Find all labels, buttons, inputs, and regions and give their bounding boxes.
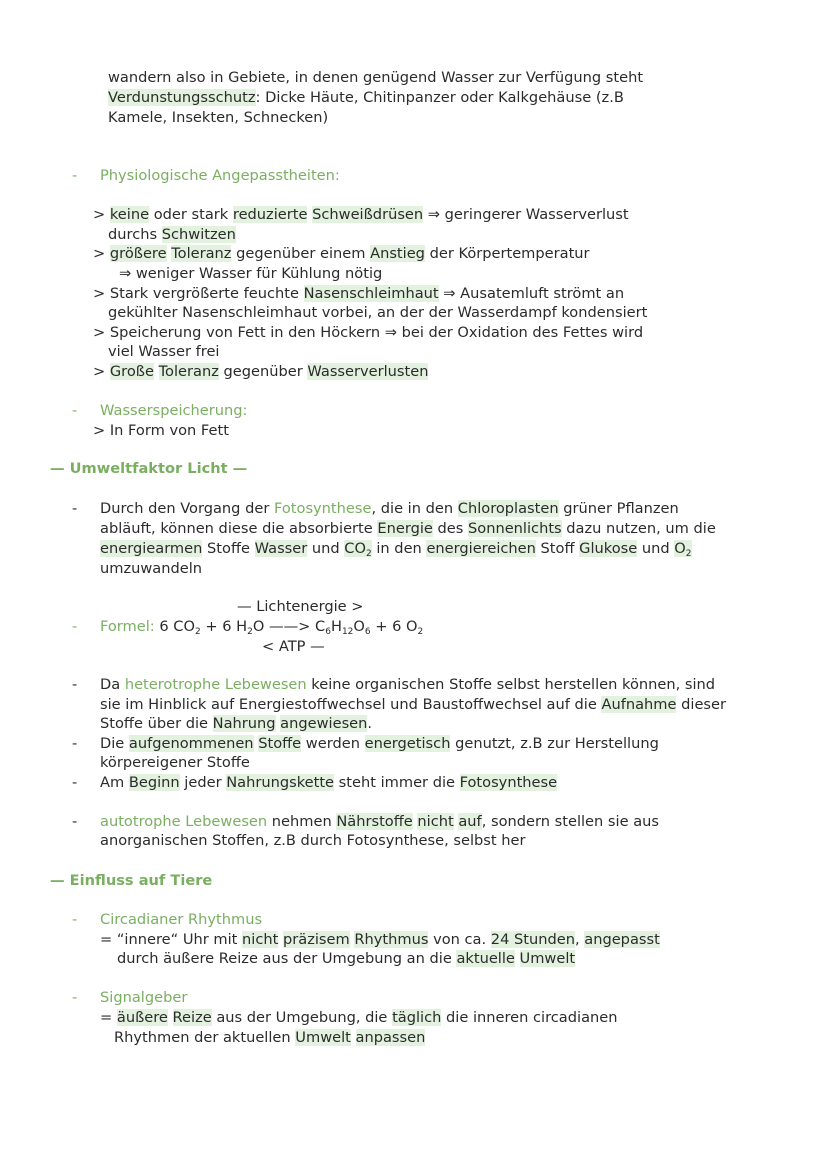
text: und — [637, 540, 675, 557]
bullet-dash: - — [72, 774, 78, 791]
highlight: Glukose — [579, 540, 638, 557]
text-line — [100, 539, 692, 559]
text — [515, 950, 520, 967]
text-line — [108, 88, 624, 108]
list-item — [93, 244, 590, 264]
text-line: anorganischen Stoffen, z.B durch Fotosynthese, selbst her — [100, 832, 526, 849]
highlight: energiereichen — [426, 540, 536, 557]
list-item — [93, 362, 428, 382]
highlight: keine — [109, 206, 150, 223]
text: des — [432, 520, 469, 537]
text: > — [93, 206, 110, 223]
highlight: Umwelt — [519, 950, 576, 967]
bullet-dash: - — [72, 402, 78, 419]
bullet-dash: - — [72, 813, 78, 830]
highlight: aktuelle — [456, 950, 515, 967]
list-item-cont — [108, 225, 236, 245]
highlight: Rhythmus — [354, 931, 429, 948]
text: > — [93, 363, 110, 380]
section-heading: — Umweltfaktor Licht — — [50, 460, 248, 477]
highlight: präzisem — [282, 931, 350, 948]
text-line — [100, 499, 679, 519]
highlight: täglich — [392, 1009, 442, 1026]
section-heading: — Einfluss auf Tiere — [50, 872, 213, 889]
subscript: 2 — [417, 627, 424, 637]
text: = — [100, 1009, 117, 1026]
subscript: 2 — [194, 627, 201, 637]
text: Die — [100, 735, 129, 752]
bullet-dash: - — [72, 167, 78, 184]
text: Stoff — [535, 540, 580, 557]
text-line — [100, 773, 557, 793]
text: : Dicke Häute, Chitinpanzer oder Kalkgehäuse (z.B — [255, 89, 624, 106]
green-term: Fotosynthese — [273, 500, 372, 517]
highlight: Nahrung — [212, 715, 276, 732]
text — [351, 1029, 356, 1046]
highlight: Anstieg — [370, 245, 425, 262]
text: der Körpertemperatur — [424, 245, 590, 262]
bullet-dash: - — [72, 676, 78, 693]
text: und — [307, 540, 345, 557]
text: Rhythmen der aktuellen — [114, 1029, 296, 1046]
formula — [100, 617, 423, 637]
text: ⇒ geringerer Wasserverlust — [423, 206, 629, 223]
text: durchs — [108, 226, 162, 243]
highlight: äußere — [116, 1009, 168, 1026]
text: keine organischen Stoffe selbst herstellen können, sind — [306, 676, 716, 693]
text: dieser — [676, 696, 727, 713]
highlight: Energie — [377, 520, 433, 537]
text: Da — [100, 676, 125, 693]
text: Am — [100, 774, 129, 791]
text: dazu nutzen, um die — [561, 520, 716, 537]
text: 6 CO — [154, 618, 195, 635]
text-line: körpereigener Stoffe — [100, 754, 250, 771]
highlight: energiearmen — [100, 540, 203, 557]
text: CO — [344, 540, 366, 557]
text: steht immer die — [334, 774, 460, 791]
text-line — [100, 812, 659, 832]
green-term: heterotrophe Lebewesen — [124, 676, 307, 693]
highlight: Schwitzen — [161, 226, 236, 243]
subheading: Physiologische Angepasstheiten: — [100, 167, 340, 184]
text-line — [100, 695, 726, 715]
highlight: Aufnahme — [601, 696, 677, 713]
text: , — [574, 931, 585, 948]
highlight: größere — [109, 245, 167, 262]
highlight: 24 Stunden — [490, 931, 575, 948]
formula-bottom: < ATP — — [262, 638, 325, 655]
highlight: nicht — [242, 931, 279, 948]
green-term: autotrophe Lebewesen — [100, 813, 268, 830]
text: > Stark vergrößerte feuchte — [93, 285, 304, 302]
highlight — [344, 540, 371, 557]
text: gegenüber einem — [231, 245, 371, 262]
text: durch äußere Reize aus der Umgebung an die — [117, 950, 457, 967]
highlight: Toleranz — [171, 245, 232, 262]
text-line — [114, 1028, 425, 1048]
text: gegenüber — [218, 363, 308, 380]
bullet-dash: - — [72, 989, 78, 1006]
list-item-cont: ⇒ weniger Wasser für Kühlung nötig — [119, 265, 383, 282]
text: Stoffe über die — [100, 715, 213, 732]
list-item: > Speicherung von Fett in den Höckern ⇒ bei der Oxidation des Fettes wird — [93, 324, 644, 341]
text: > — [93, 245, 110, 262]
highlight: Nahrungskette — [226, 774, 335, 791]
subscript: 6 — [364, 627, 371, 637]
text-line: Kamele, Insekten, Schnecken) — [108, 109, 329, 126]
highlight: Wasser — [254, 540, 308, 557]
bullet-dash: - — [72, 618, 78, 635]
highlight: Beginn — [128, 774, 180, 791]
text-line: wandern also in Gebiete, in denen genügend Wasser zur Verfügung steht — [108, 69, 644, 86]
text-line — [100, 519, 716, 539]
highlight: Chloroplasten — [457, 500, 559, 517]
highlight: Reize — [172, 1009, 212, 1026]
highlight: nicht — [417, 813, 454, 830]
formula-top: — Lichtenergie > — [237, 598, 364, 615]
text: = “innere“ Uhr mit — [100, 931, 243, 948]
bullet-dash: - — [72, 911, 78, 928]
text: + 6 O — [370, 618, 418, 635]
text: , die in den — [371, 500, 458, 517]
text: in den — [371, 540, 427, 557]
list-item: > In Form von Fett — [93, 422, 229, 439]
text: aus der Umgebung, die — [211, 1009, 393, 1026]
highlight — [674, 540, 691, 557]
highlight: Große — [109, 363, 154, 380]
bullet-dash: - — [72, 735, 78, 752]
subscript: 12 — [341, 627, 354, 637]
text-line — [100, 1008, 618, 1028]
highlight: angepasst — [584, 931, 660, 948]
bullet-dash: - — [72, 500, 78, 517]
highlight: Verdunstungsschutz — [108, 89, 256, 106]
highlight: reduzierte — [232, 206, 308, 223]
highlight: Nährstoffe — [336, 813, 413, 830]
subheading: Signalgeber — [100, 989, 188, 1006]
text: sie im Hinblick auf Energiestoffwechsel und Baustoffwechsel auf die — [100, 696, 602, 713]
highlight: Schweißdrüsen — [312, 206, 424, 223]
text: grüner Pflanzen — [558, 500, 679, 517]
text-line — [100, 930, 660, 950]
text: O — [674, 540, 686, 557]
text: werden — [301, 735, 365, 752]
text: genutzt, z.B zur Herstellung — [450, 735, 659, 752]
subscript: 6 — [325, 627, 331, 637]
list-item-cont: gekühlter Nasenschleimhaut vorbei, an der der Wasserdampf kondensiert — [108, 304, 648, 321]
subscript: 2 — [365, 549, 372, 559]
list-item-cont: viel Wasser frei — [108, 343, 220, 360]
highlight: aufgenommenen — [128, 735, 254, 752]
text: Durch den Vorgang der — [100, 500, 274, 517]
subheading: Wasserspeicherung: — [100, 402, 248, 419]
subscript: 2 — [685, 549, 692, 559]
text: ⇒ Ausatemluft strömt an — [438, 285, 625, 302]
text: von ca. — [428, 931, 491, 948]
text-line — [100, 675, 715, 695]
highlight: anpassen — [355, 1029, 426, 1046]
highlight: Toleranz — [158, 363, 219, 380]
text: Stoffe — [202, 540, 255, 557]
text-line — [117, 949, 575, 969]
text: + 6 H — [200, 618, 248, 635]
highlight: auf — [458, 813, 482, 830]
subscript: 2 — [247, 627, 253, 637]
highlight: Stoffe — [258, 735, 302, 752]
text: O — [353, 618, 365, 635]
text: nehmen — [267, 813, 337, 830]
highlight: Sonnenlichts — [468, 520, 562, 537]
highlight: Wasserverlusten — [307, 363, 429, 380]
highlight: energetisch — [364, 735, 451, 752]
highlight: Umwelt — [295, 1029, 351, 1046]
formula-label: Formel: — [100, 618, 155, 635]
text: oder stark — [149, 206, 233, 223]
text-line — [100, 734, 659, 754]
highlight: Nasenschleimhaut — [303, 285, 439, 302]
text: O ——> C — [252, 618, 326, 635]
highlight: Fotosynthese — [459, 774, 558, 791]
text: . — [367, 715, 373, 732]
text: abläuft, können diese die absorbierte — [100, 520, 378, 537]
text-line — [100, 714, 372, 734]
list-item — [93, 284, 624, 304]
text: die inneren circadianen — [441, 1009, 618, 1026]
text: jeder — [179, 774, 227, 791]
list-item — [93, 205, 629, 225]
text-line: umzuwandeln — [100, 560, 203, 577]
subheading: Circadianer Rhythmus — [100, 911, 263, 928]
text: H — [330, 618, 342, 635]
text: , sondern stellen sie aus — [481, 813, 659, 830]
text — [168, 1009, 173, 1026]
text — [154, 363, 159, 380]
highlight: angewiesen — [280, 715, 368, 732]
